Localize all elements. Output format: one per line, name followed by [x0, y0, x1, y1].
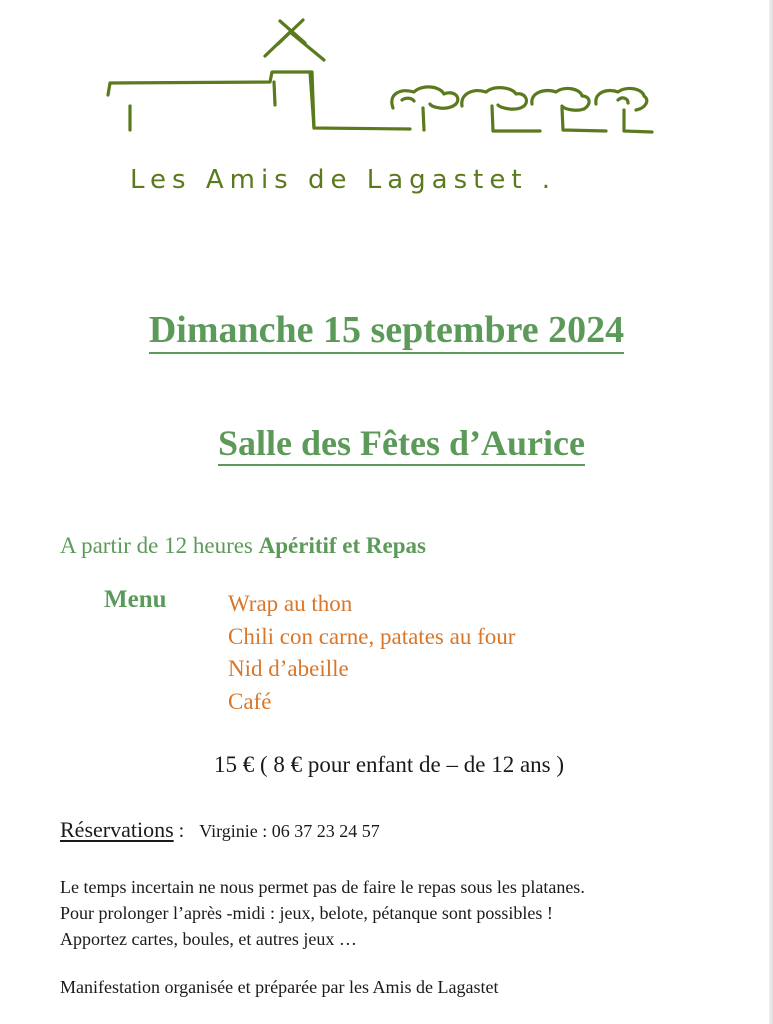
reservations-contact: Virginie : 06 37 23 24 57 — [199, 821, 380, 841]
event-date — [0, 308, 773, 352]
note-line: Pour prolonger l’après -midi : jeux, belote, pétanque sont possibles ! — [60, 903, 553, 923]
event-place-text: Salle des Fêtes d’Aurice — [218, 423, 585, 466]
menu-list — [228, 588, 515, 718]
intro-line — [60, 533, 426, 559]
intro-highlight: Apéritif et Repas — [258, 533, 426, 558]
note-line: Apportez cartes, boules, et autres jeux … — [60, 929, 357, 949]
event-date-text: Dimanche 15 septembre 2024 — [149, 309, 624, 354]
event-place — [0, 422, 773, 464]
logo-lettering: Les Amis de Lagastet . — [130, 165, 557, 195]
menu-item: Café — [228, 688, 272, 714]
menu-label: Menu — [104, 586, 167, 613]
reservations-separator: : — [178, 820, 185, 842]
organizer-footer: Manifestation organisée et préparée par les Amis de Lagastet — [60, 977, 499, 997]
intro-prefix: A partir de 12 heures — [60, 533, 253, 558]
price-line: 15 € ( 8 € pour enfant de – de 12 ans ) — [214, 752, 565, 777]
lagastet-logo — [100, 10, 660, 200]
reservations-line — [60, 817, 380, 843]
page-edge — [769, 0, 773, 1024]
menu-item: Chili con carne, patates au four — [228, 623, 516, 649]
reservations-label: Réservations — [60, 817, 174, 842]
menu-item: Nid d’abeille — [228, 656, 349, 681]
notes-paragraph — [60, 874, 585, 952]
note-line: Le temps incertain ne nous permet pas de faire le repas sous les platanes. — [60, 877, 585, 897]
menu-item: Wrap au thon — [228, 591, 353, 616]
